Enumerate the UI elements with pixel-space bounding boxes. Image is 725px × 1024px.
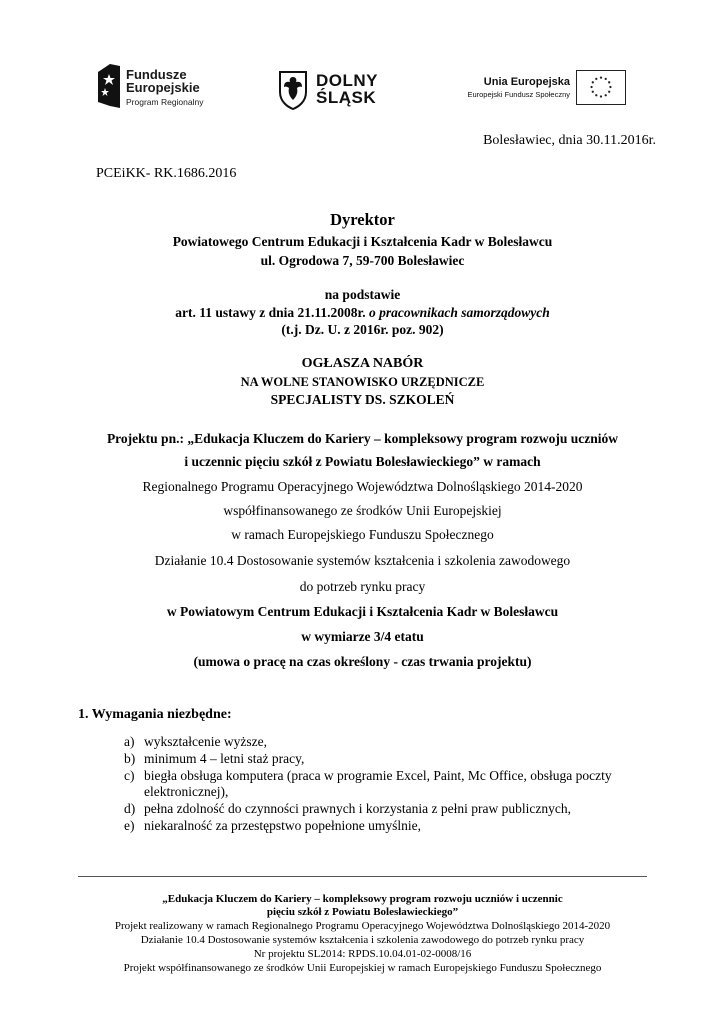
list-item-text: minimum 4 – letni staż pracy, <box>144 751 305 766</box>
program-line-4: Działanie 10.4 Dostosowanie systemów kształcenia i szkolenia zawodowego <box>154 553 571 568</box>
contract-type: (umowa o pracę na czas określony - czas trwania projektu) <box>193 654 532 669</box>
footer-project-number: Nr projektu SL2014: RPDS.10.04.01-02-0008/16 <box>253 948 472 960</box>
list-item-letter: d) <box>124 801 136 816</box>
eu-flag-icon <box>576 70 626 105</box>
fe-star-icon <box>96 62 122 110</box>
footer-action: Działanie 10.4 Dostosowanie systemów kształcenia i szkolenia zawodowego do potrzeb rynku pracy <box>140 934 585 946</box>
list-item-letter: a) <box>124 734 135 749</box>
footer-project-title-2: pięciu szkół z Powiatu Bolesławieckiego” <box>266 906 459 918</box>
working-time: w wymiarze 3/4 etatu <box>301 629 424 644</box>
fe-logo-line1: Fundusze <box>126 67 187 82</box>
list-item-text: niekaralność za przestępstwo popełnione umyślnie, <box>144 818 422 833</box>
eagle-crest-icon <box>278 70 308 110</box>
legal-basis-intro: na podstawie <box>324 287 401 302</box>
announcement-heading: OGŁASZA NABÓR <box>301 356 424 371</box>
workplace: w Powiatowym Centrum Edukacji i Kształcenia Kadr w Bolesławcu <box>166 604 559 619</box>
list-item-text: biegła obsługa komputera (praca w programie Excel, Paint, Mc Office, obsługa poczty elektronicznej), <box>144 768 612 799</box>
footer-program: Projekt realizowany w ramach Regionalnego Programu Operacyjnego Województwa Dolnośląskiego 2014-2020 <box>114 920 611 932</box>
list-item-letter: e) <box>124 818 135 833</box>
document-date: Bolesławiec, dnia 30.11.2016r. <box>483 133 656 148</box>
project-line-1: Projektu pn.: „Edukacja Kluczem do Kariery – kompleksowy program rozwoju uczniów <box>106 431 619 446</box>
fe-logo-line2: Europejskie <box>126 80 200 95</box>
fe-logo-line3: Program Regionalny <box>126 97 204 107</box>
ds-logo-line1: DOLNY <box>316 71 378 90</box>
footer-cofinancing: Projekt współfinansowanego ze środków Unii Europejskiej w ramach Europejskiego Funduszu Społecznego <box>123 962 602 974</box>
legal-basis-article: art. 11 ustawy z dnia 21.11.2008r. <box>175 305 369 320</box>
legal-basis-reference: (t.j. Dz. U. z 2016r. poz. 902) <box>281 322 444 337</box>
legal-basis-act-name: o pracownikach samorządowych <box>369 305 550 320</box>
program-line-5: do potrzeb rynku pracy <box>299 579 426 594</box>
document-title: Dyrektor <box>330 210 395 229</box>
ds-logo-line2: ŚLĄSK <box>316 88 377 107</box>
footer-divider <box>78 876 647 877</box>
list-item-letter: c) <box>124 768 135 783</box>
requirements-heading: 1. Wymagania niezbędne: <box>78 707 232 722</box>
institution-address: ul. Ogrodowa 7, 59-700 Bolesławiec <box>260 253 465 268</box>
fundusze-europejskie-logo <box>96 62 226 112</box>
project-line-2: i uczennic pięciu szkół z Powiatu Bolesławieckiego” w ramach <box>184 454 541 469</box>
document-signature: PCEiKK- RK.1686.2016 <box>96 166 237 181</box>
program-line-1: Regionalnego Programu Operacyjnego Województwa Dolnośląskiego 2014-2020 <box>142 479 583 494</box>
list-item-text: wykształcenie wyższe, <box>144 734 267 749</box>
dolny-slask-logo <box>278 70 398 112</box>
legal-basis-law <box>0 304 725 321</box>
ue-logo-line1: Unia Europejska <box>483 76 570 88</box>
program-line-2: współfinansowanego ze środków Unii Europejskiej <box>223 503 502 518</box>
footer-project-title-1: „Edukacja Kluczem do Kariery – kompleksowy program rozwoju uczniów i uczennic <box>162 893 563 905</box>
ue-logo-line2: Europejski Fundusz Społeczny <box>467 90 570 99</box>
program-line-3: w ramach Europejskiego Funduszu Społecznego <box>231 527 494 542</box>
institution-name: Powiatowego Centrum Edukacji i Kształcenia Kadr w Bolesławcu <box>172 234 553 249</box>
list-item-text: pełna zdolność do czynności prawnych i korzystania z pełni praw publicznych, <box>144 801 571 816</box>
unia-europejska-logo <box>454 70 626 108</box>
position-line-1: NA WOLNE STANOWISKO URZĘDNICZE <box>240 375 485 389</box>
list-item-letter: b) <box>124 751 136 766</box>
position-line-2: SPECJALISTY DS. SZKOLEŃ <box>270 392 455 407</box>
